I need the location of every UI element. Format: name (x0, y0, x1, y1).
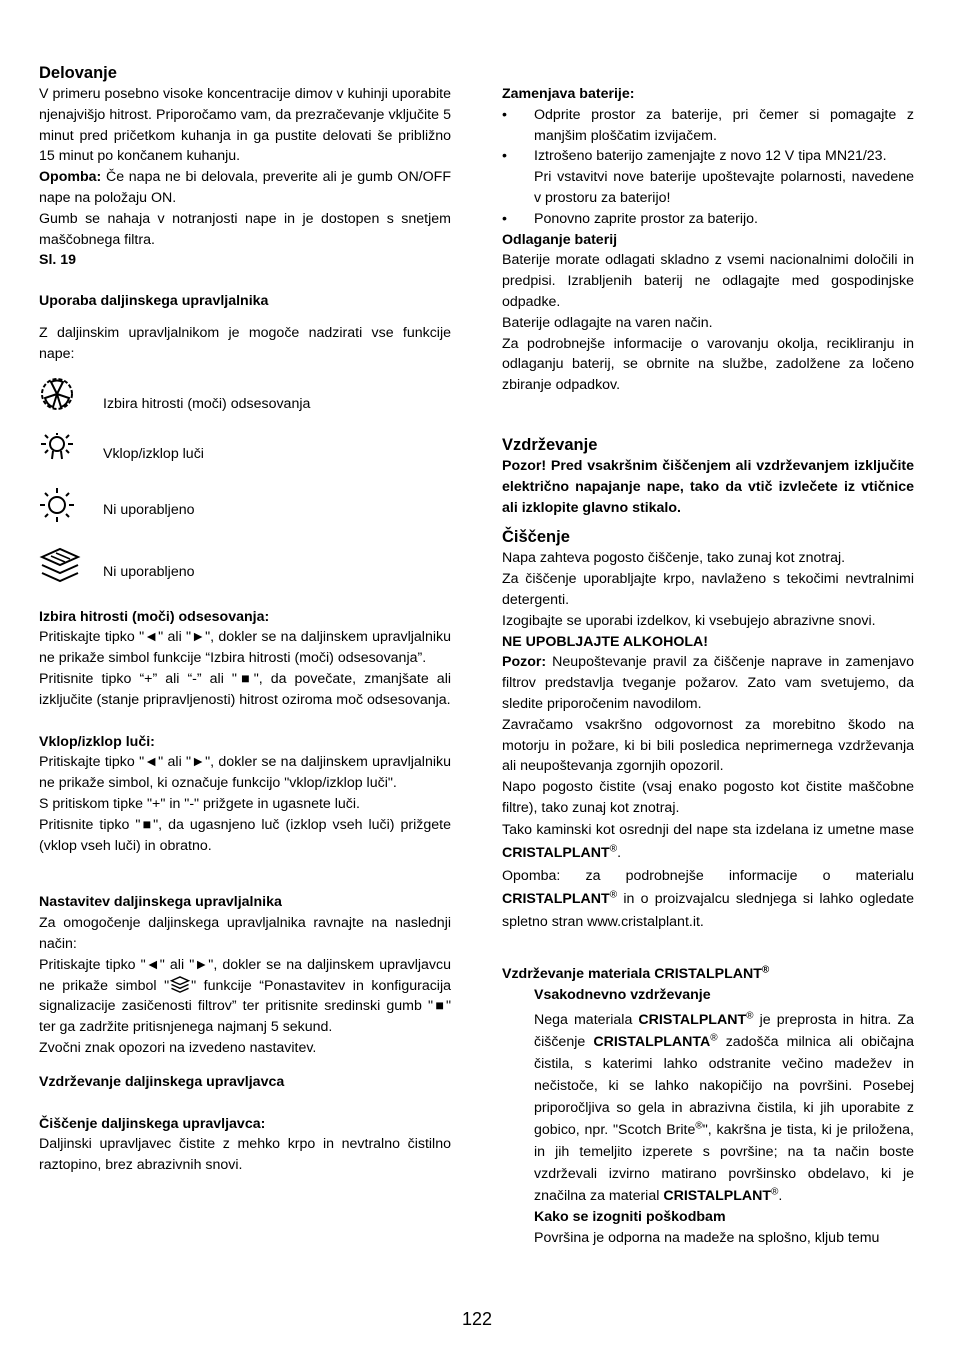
filter-stack-icon (169, 976, 191, 994)
paragraph: Površina je odporna na madeže na splošno, kljub temu (534, 1230, 880, 1247)
section-title-ciscenje-upravljavca: Čiščenje daljinskega upravljavca: (39, 1115, 266, 1132)
light-bulb-icon (39, 432, 75, 464)
warning-text: Pozor! Pred vsakršnim čiščenjem ali vzdrževanjem izključite električno napajanje nape, tako da vtič izvlečete iz vtičnice ali izklopite glavno stikalo. (502, 457, 914, 516)
paragraph: S pritiskom tipke "+" in "-" prižgete in ugasnete luči. (39, 795, 360, 812)
list-item: • Ponovno zaprite prostor za baterijo. (502, 210, 758, 227)
paragraph: Z daljinskim upravljalnikom je mogoče nadzirati vse funkcije nape: (39, 324, 451, 362)
section-title-izbira: Izbira hitrosti (moči) odsesovanja: (39, 608, 270, 625)
paragraph: Pozor: Neupoštevanje pravil za čiščenje naprave in zamenjavo filtrov predstavlja tveganje požarov. Zato vam svetujemo, da sledite priporočenim navodilom. (502, 654, 914, 712)
section-title-nastavitev: Nastavitev daljinskega upravljalnika (39, 894, 282, 911)
section-title-delovanje: Delovanje (39, 64, 117, 82)
section-title-vzdrzevanje-upravljavca: Vzdrževanje daljinskega upravljavca (39, 1073, 285, 1090)
paragraph: Za omogočenje daljinskega upravljalnika ravnajte na naslednji način: (39, 915, 451, 952)
sun-icon (39, 487, 75, 523)
figure-reference: Sl. 19 (39, 252, 77, 269)
paragraph: Pri vstavitvi nove baterije upoštevajte polarnosti, navedene v prostoru za baterijo! (534, 169, 914, 206)
paragraph: Napa zahteva pogosto čiščenje, tako zunaj kot znotraj. (502, 550, 846, 567)
section-title-vzdrzevanje-materiala: Vzdrževanje materiala CRISTALPLANT® (502, 963, 770, 982)
paragraph: Pritisnite tipko "■", da ugasnjeno luč (izklop vseh luči) prižgete (vklop vseh luči) in obratno. (39, 816, 451, 854)
fan-icon (39, 376, 75, 412)
paragraph: Baterije odlagajte na varen način. (502, 314, 713, 331)
remote-function-label: Vklop/izklop luči (103, 445, 204, 462)
paragraph: Za čiščenje uporabljajte krpo, navlaženo s tekočimi nevtralnimi detergenti. (502, 571, 914, 608)
paragraph: Pritiskajte tipko "◄" ali "►", dokler se na daljinskem upravljalniku ne prikaže simbol funkcije “Izbira hitrosti (moči) odsesovanja”. (39, 629, 451, 667)
remote-function-row (39, 547, 451, 607)
paragraph: Nega materiala CRISTALPLANT® je preprosta in hitra. Za čiščenje CRISTALPLANTA® zadošča milnica ali običajna čistila, s katerimi lahko odstranite večino madežev in nečistoče, ki se lahko nakopičijo na površini. Posebej priporočljiva so gela in abrazivna čistila, ki jih uporabite z gobico, npr. "Scotch Brite®", kakršna je tista, ki je priložena, in jih temeljito izperete s površine; na ta način boste vzdrževali izvirno matirano površinsko obdelavo, ki je značilna za material CRISTALPLANT®. (534, 1010, 915, 1205)
page-number: 122 (461, 1309, 493, 1329)
list-item: • Odprite prostor za baterije, pri čemer si pomagajte z manjšim ploščatim izvijačem. (502, 106, 914, 144)
paragraph: Izogibajte se uporabi izdelkov, ki vsebujejo abrazivne snovi. (502, 612, 876, 629)
remote-function-row (39, 376, 451, 432)
paragraph: Za podrobnejše informacije o varovanju okolja, recikliranju in odlaganju baterij, se obrnite na službe, zadolžene za ločeno zbiranje odpadkov. (502, 335, 914, 394)
left-column (39, 62, 451, 1176)
section-title-zamenjava: Zamenjava baterije: (502, 86, 635, 102)
remote-function-row (39, 432, 451, 487)
subsection-title-vsakodnevno: Vsakodnevno vzdrževanje (534, 986, 711, 1003)
paragraph: Pritiskajte tipko "◄" ali "►", dokler se na daljinskem upravljalniku ne prikaže simbol, ki označuje funkcijo "vklop/izklop luči". (39, 754, 451, 792)
remote-function-row (39, 487, 451, 547)
paragraph: Gumb se nahaja v notranjosti nape in je dostopen s snetjem maščobnega filtra. (39, 210, 451, 248)
paragraph: V primeru posebno visoke koncentracije dimov v kuhinji uporabite njenajvišjo hitrost. Priporočamo vam, da prezračevanje vključite 5 minut pred pričetkom kuhanja in ga pustite delovati še približno 15 minut po končanem kuhanju. (39, 86, 451, 165)
filter-stack-icon (39, 547, 81, 585)
right-column (502, 84, 914, 1249)
paragraph: Pritisnite tipko “+” ali “-” ali "■", da povečate, zmanjšate ali izključite (stanje pripravljenosti) hitrost oziroma moč odsesovanja. (39, 670, 451, 708)
paragraph: Daljinski upravljavec čistite z mehko krpo in nevtralno čistilno raztopino, brez abrazivnih snovi. (39, 1136, 451, 1174)
paragraph: Tako kaminski kot osrednji del nape sta izdelana iz umetne mase CRISTALPLANT®. (502, 821, 914, 861)
paragraph: Napo pogosto čistite (vsaj enako pogosto kot čistite maščobne filtre), tako zunaj kot znotraj. (502, 779, 914, 816)
section-title-ciscenje: Čiščenje (502, 528, 570, 547)
paragraph: Baterije morate odlagati skladno z vsemi nacionalnimi določili in predpisi. Izrabljenih baterij ne odlagajte med gospodinjske odpadke. (502, 252, 914, 310)
section-title-uporaba: Uporaba daljinskega upravljalnika (39, 293, 269, 310)
section-title-odlaganje: Odlaganje baterij (502, 231, 618, 248)
remote-function-label: Ni uporabljeno (103, 501, 195, 518)
paragraph: Zvočni znak opozori na izvedeno nastavitev. (39, 1039, 317, 1056)
remote-function-label: Izbira hitrosti (moči) odsesovanja (103, 395, 311, 412)
section-title-vklop: Vklop/izklop luči: (39, 733, 155, 750)
subsection-title-kako: Kako se izogniti poškodbam (534, 1209, 726, 1226)
paragraph: Opomba: za podrobnejše informacije o materialu CRISTALPLANT® in o proizvajalcu slednjega si lahko ogledate spletno stran www.cristalplant.it. (502, 867, 914, 930)
subsection (502, 985, 914, 1249)
paragraph: Opomba: Če napa ne bi delovala, preverite ali je gumb ON/OFF nape na položaju ON. (39, 169, 451, 206)
remote-function-label: Ni uporabljeno (103, 563, 195, 580)
warning-text: NE UPOBLJAJTE ALKOHOLA! (502, 633, 708, 650)
list-item: • Iztrošeno baterijo zamenjajte z novo 12 V tipa MN21/23. (502, 148, 887, 165)
paragraph: Zavračamo vsakršno odgovornost za morebitno škodo na motorju in požare, ki bi bili posledica neprimernega vzdrževanja ali neupoštevanja zgornjih opozoril. (502, 716, 914, 775)
paragraph: Pritiskajte tipko "◄" ali "►", dokler se na daljinskem upravljavcu ne prikaže simbol " " funkcije “Ponastavitev in konfiguracija signalizacije zasičenosti filtrov” ter pritisnite sredinski gumb "■" ter ga zadržite pritisnjenega najmanj 5 sekund. (39, 956, 452, 1036)
section-title-vzdrzevanje: Vzdrževanje (502, 435, 598, 454)
